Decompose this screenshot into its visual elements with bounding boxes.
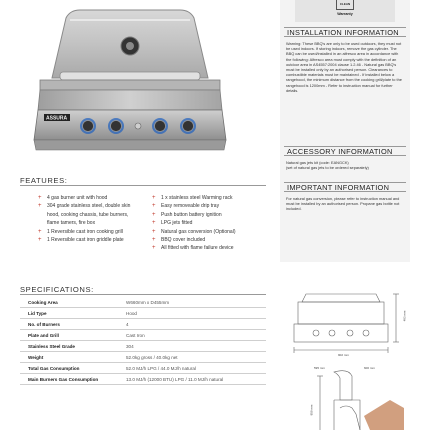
spec-row: Stainless Steel Grade 304 bbox=[20, 341, 266, 352]
accessory-line-2: (set of natural gas jets to be ordered separately) bbox=[286, 165, 369, 170]
feature-item: + All fitted with flame failure device bbox=[152, 245, 234, 252]
warranty-badge-text: CLEAN bbox=[339, 2, 351, 6]
spec-row: Weight 52.0kg gross / 40.0kg net bbox=[20, 352, 266, 363]
feature-item: + LPG jets fitted bbox=[152, 220, 193, 227]
feature-item: + 4 gas burner unit with hood bbox=[38, 195, 108, 201]
burner-knob bbox=[152, 118, 168, 134]
feature-item: + Natural gas conversion (Optional) bbox=[152, 228, 236, 235]
spec-row: Lid Type Hood bbox=[20, 308, 266, 319]
depth-dimension: 595 mm bbox=[314, 366, 325, 370]
specifications-heading: SPECIFICATIONS: bbox=[20, 285, 94, 294]
width-dimension: 902 mm bbox=[338, 353, 349, 357]
important-text: For natural gas conversion, please refer to instruction manual and must be installed by an authorised person. Propane gas bottle not included. bbox=[286, 196, 400, 212]
feature-item: + 1 Reversible cast iron griddle plate bbox=[38, 237, 124, 244]
spec-row: Total Gas Consumption 52.0 MJ/h LPG / 44.0 MJ/h natural bbox=[20, 363, 266, 374]
brand-logo: ASSURA bbox=[46, 115, 68, 122]
spec-row: Cooking Area W660mm x D455mm bbox=[20, 297, 266, 308]
burner-knob bbox=[180, 118, 196, 134]
accessory-heading: ACCESSORY INFORMATION bbox=[284, 146, 406, 156]
feature-item: + 1 Reversible cast iron cooking grill bbox=[38, 228, 123, 235]
height-dimension: 483 mm bbox=[402, 310, 407, 322]
side-dimension-drawing bbox=[300, 370, 410, 430]
side-height-dimension: 859 mm bbox=[309, 404, 314, 416]
warranty-badge-icon bbox=[336, 0, 354, 10]
burner-knob bbox=[80, 118, 96, 134]
burner-knob bbox=[108, 118, 124, 134]
feature-item: + BBQ cover included bbox=[152, 237, 206, 244]
depth-dimension-2: 600 mm bbox=[364, 366, 375, 370]
installation-heading: INSTALLATION INFORMATION bbox=[284, 27, 406, 37]
product-photo bbox=[0, 0, 270, 162]
warranty-label: Warranty bbox=[337, 12, 353, 16]
feature-item: + 1 x stainless steel Warming rack bbox=[152, 195, 233, 201]
spec-row: Plate and Grill Cast Iron bbox=[20, 330, 266, 341]
feature-item: + 304 grade stainless steel, double skin hood, cooking chassis, tube burners, flame tamers, fire box bbox=[38, 203, 131, 227]
spec-row: Main Burners Gas Consumption 13.0 MJ/h (12000 BTU) LPG / 11.0 MJ/h natural bbox=[20, 374, 266, 385]
warranty-box bbox=[295, 0, 395, 22]
important-heading: IMPORTANT INFORMATION bbox=[284, 182, 406, 192]
installation-text: Warning: These BBQ's are only to be used outdoors, they must not be used indoors. If storing indoors, remove the gas cylinder. The BBQ can be used/installed in an alfresco area in accordance with the following: Alfresco area must comply with the definition of an outdoor area in AS4557:2004 clause 1.2.46 - Natural gas BBQ's must be installed only by an authorised person. Clearances to combustible materials must be maintained - If installed below a rangehood, the minimum distance from the cooking grill/plate to the rangehood is 1200mm - Refer to instruction manual for further details. bbox=[286, 41, 402, 93]
features-list-left bbox=[38, 194, 138, 244]
specifications-divider bbox=[20, 294, 266, 295]
feature-item: + Push button battery ignition bbox=[152, 211, 222, 218]
features-divider bbox=[20, 185, 266, 186]
features-heading: FEATURES: bbox=[20, 176, 68, 185]
features-list-right bbox=[152, 194, 270, 253]
accessory-line-1: Natural gas jets kit (code: EANGCK) bbox=[286, 160, 349, 165]
spec-row: No. of Burners 4 bbox=[20, 319, 266, 330]
feature-item: + Easy removeable drip tray bbox=[152, 203, 220, 210]
